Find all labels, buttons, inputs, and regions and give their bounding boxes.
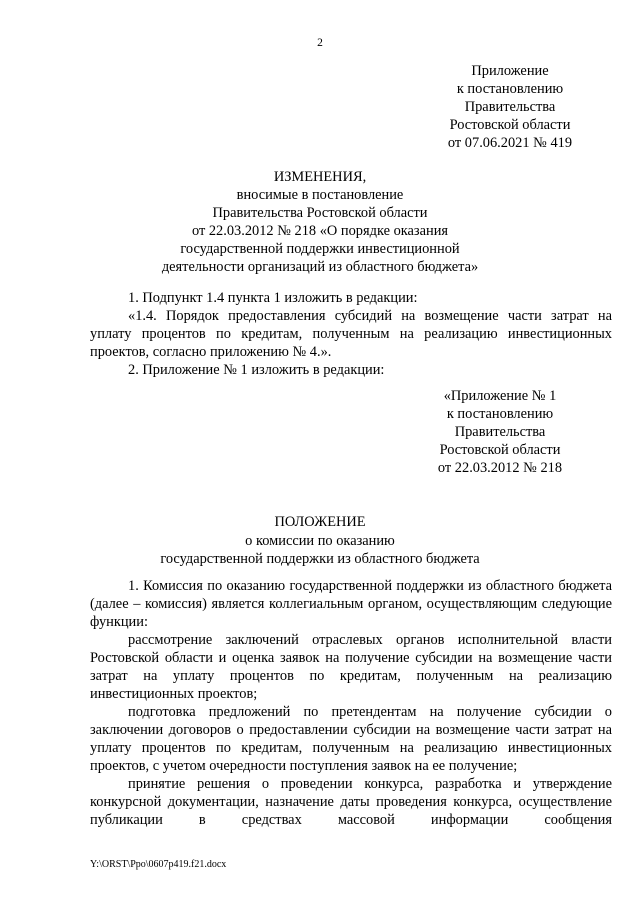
- appendix-header-line: Правительства: [464, 99, 556, 115]
- regulation-paragraph: принятие решения о проведении конкурса, разработка и утверждение конкурсной документации, назначение даты проведения конкурса, осуществление публикации в средствах массовой информации сообщения: [90, 776, 612, 828]
- page-number: 2: [317, 37, 323, 49]
- changes-title-line: государственной поддержки инвестиционной: [180, 241, 460, 257]
- changes-body: [90, 289, 612, 379]
- appendix-quote-line: к постановлению: [446, 406, 554, 422]
- changes-paragraph: 1. Подпункт 1.4 пункта 1 изложить в редакции:: [128, 290, 418, 306]
- appendix-quote: [400, 387, 600, 477]
- regulation-title-line: о комиссии по оказанию: [245, 533, 395, 549]
- regulation-paragraph: 1. Комиссия по оказанию государственной поддержки из областного бюджета (далее – комиссия) является коллегиальным органом, осуществляющим следующие функции:: [90, 578, 612, 630]
- changes-paragraph: 2. Приложение № 1 изложить в редакции:: [128, 362, 385, 378]
- regulation-body: [90, 577, 612, 829]
- footer-file-path: Y:\ORST\Ppo\0607p419.f21.docx: [90, 859, 227, 870]
- appendix-quote-line: «Приложение № 1: [443, 388, 557, 404]
- appendix-header-line: Ростовской области: [449, 117, 571, 133]
- changes-title-line: от 22.03.2012 № 218 «О порядке оказания: [191, 223, 449, 239]
- changes-title-line: ИЗМЕНЕНИЯ,: [273, 169, 367, 185]
- regulation-paragraph: рассмотрение заключений отраслевых органов исполнительной власти Ростовской области и оценка заявок на получение субсидии на возмещение части затрат на уплату процентов по кредитам, полученным на реализацию инвестиционных проектов;: [90, 632, 612, 702]
- regulation-title: [60, 513, 580, 568]
- changes-paragraph: «1.4. Порядок предоставления субсидий на возмещение части затрат на уплату процентов по кредитам, полученным на реализацию инвестиционных проектов, согласно приложению № 4.».: [90, 308, 612, 360]
- appendix-header-line: от 07.06.2021 № 419: [447, 135, 573, 151]
- appendix-header-line: к постановлению: [456, 81, 564, 97]
- appendix-header: [410, 62, 610, 152]
- regulation-title-line: государственной поддержки из областного бюджета: [160, 551, 480, 567]
- appendix-quote-line: Ростовской области: [439, 442, 561, 458]
- changes-title-line: Правительства Ростовской области: [212, 205, 428, 221]
- changes-title-line: деятельности организаций из областного бюджета»: [161, 259, 479, 275]
- appendix-quote-line: Правительства: [454, 424, 546, 440]
- regulation-title-line: ПОЛОЖЕНИЕ: [274, 514, 366, 530]
- appendix-header-line: Приложение: [471, 63, 549, 79]
- changes-title: [60, 168, 580, 276]
- changes-title-line: вносимые в постановление: [236, 187, 404, 203]
- regulation-paragraph: подготовка предложений по претендентам на получение субсидии о заключении договоров о предоставлении субсидии на возмещение части затрат на уплату процентов по кредитам, полученным на реализацию инвестиционных проектов, с учетом очередности поступления заявок на ее получение;: [90, 704, 612, 774]
- appendix-quote-line: от 22.03.2012 № 218: [437, 460, 563, 476]
